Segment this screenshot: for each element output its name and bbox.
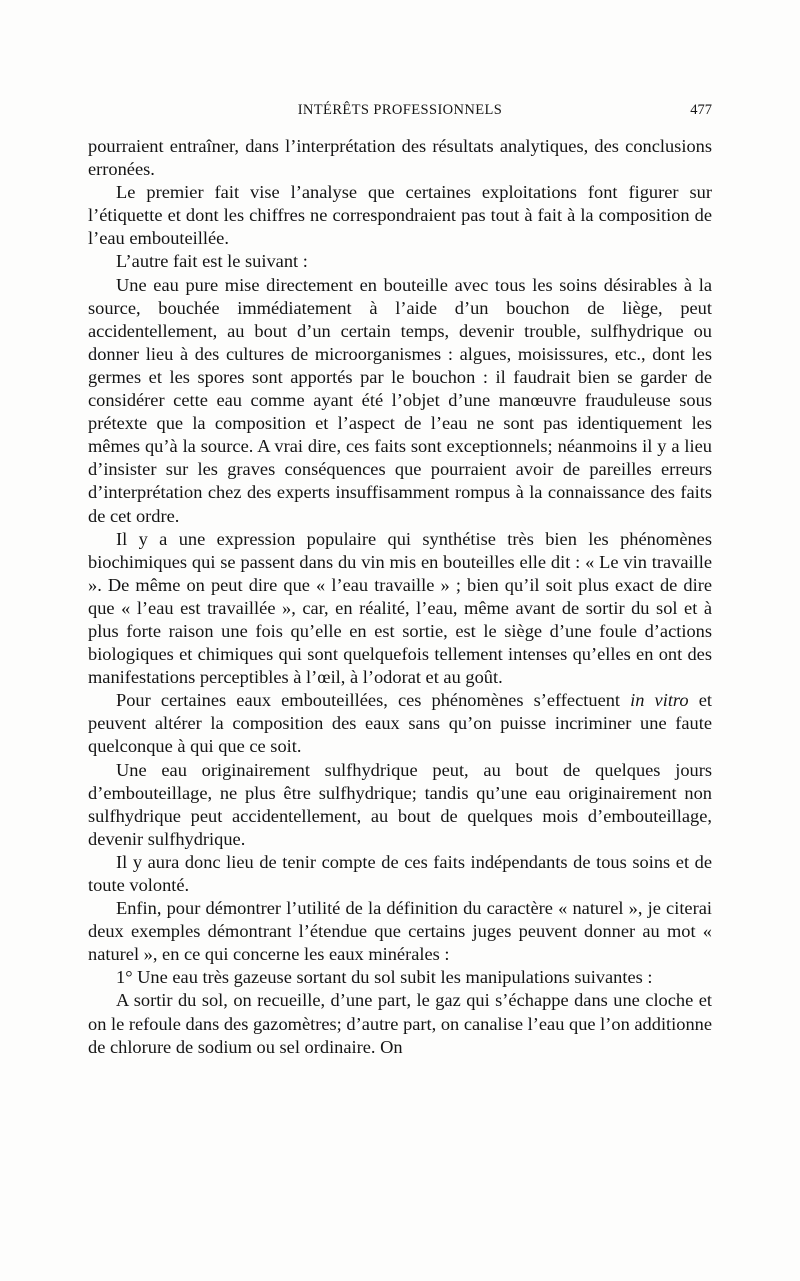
paragraph-other-fact-intro: L’autre fait est le suivant :: [116, 251, 308, 272]
paragraph-natural-definition: Enfin, pour démontrer l’utilité de la définition du caractère « naturel », je citerai deux exemples démontrant l’étendue que certains juges peuvent donner au mot « naturel », en ce qui concerne les eaux minérales :: [88, 898, 712, 965]
paragraph-sulfhydric-water: Une eau originairement sulfhydrique peut, au bout de quelques jours d’embouteillage, ne plus être sulfhydrique; tandis qu’une eau originairement non sulfhydrique peut accidentellement, au bout de quelques mois d’embouteillage, devenir sulfhydrique.: [88, 759, 712, 849]
page-number: 477: [690, 102, 712, 118]
paragraph-pure-water: Une eau pure mise directement en bouteille avec tous les soins désirables à la source, bouchée immédiatement à l’aide d’un bouchon de liège, peut accidentellement, au bout d’un certain temps, devenir trouble, sulfhydrique ou donner lieu à des cultures de microorganismes : algues, moisissures, etc., dont les germes et les spores sont apportés par le bouchon : il faudrait bien se garder de considérer cette eau comme ayant été l’objet d’une manœuvre frauduleuse sous prétexte que la composition et l’aspect de l’eau ne sont pas identiquement les mêmes qu’à la source. A vrai dire, ces faits sont exceptionnels; néanmoins il y a lieu d’insister sur les graves conséquences que pourraient avoir de pareilles erreurs d’interprétation chez des experts insuffisamment rompus à la connaissance des faits de cet ordre.: [88, 274, 712, 526]
italic-in-vitro: in vitro: [630, 690, 689, 711]
paragraph-continued: pourraient entraîner, dans l’interprétation des résultats analytiques, des conclusions erronées.: [88, 136, 712, 180]
paragraph-in-vitro-after: et peuvent altérer la composition des eaux sans qu’on puisse incriminer une faute quelconque à qui que ce soit.: [88, 690, 712, 757]
paragraph-in-vitro: [88, 689, 712, 758]
running-title: INTÉRÊTS PROFESSIONNELS: [297, 102, 503, 118]
paragraph-popular-expression: Il y a une expression populaire qui synthétise très bien les phénomènes biochimiques qui se passent dans du vin mis en bouteilles elle dit : « Le vin travaille ». De même on peut dire que « l’eau travaille » ; bien qu’il soit plus exact de dire que « l’eau est travaillée », car, en réalité, l’eau, même avant de sortir du sol et à plus forte raison une fois qu’elle en est sortie, est le siège d’une foule d’actions biologiques et chimiques qui sont quelquefois tellement intenses qu’elles en ont des manifestations perceptibles à l’œil, à l’odorat et au goût.: [88, 528, 712, 688]
paragraph-manipulations: A sortir du sol, on recueille, d’une part, le gaz qui s’échappe dans une cloche et on le refoule dans des gazomètres; d’autre part, on canalise l’eau que l’on additionne de chlorure de sodium ou sel ordinaire. On: [88, 990, 713, 1057]
list-item-example-one: 1° Une eau très gazeuse sortant du sol subit les manipulations suivantes :: [116, 967, 653, 988]
paragraph-in-vitro-before: Pour certaines eaux embouteillées, ces phénomènes s’effectuent: [116, 690, 631, 711]
body-text: [88, 135, 712, 1059]
paragraph-account-facts: Il y aura donc lieu de tenir compte de ces faits indépendants de tous soins et de toute volonté.: [88, 851, 712, 895]
running-head: [88, 102, 712, 124]
paragraph-first-fact: Le premier fait vise l’analyse que certaines exploitations font figurer sur l’étiquette et dont les chiffres ne correspondraient pas tout à fait à la composition de l’eau embouteillée.: [88, 182, 712, 249]
